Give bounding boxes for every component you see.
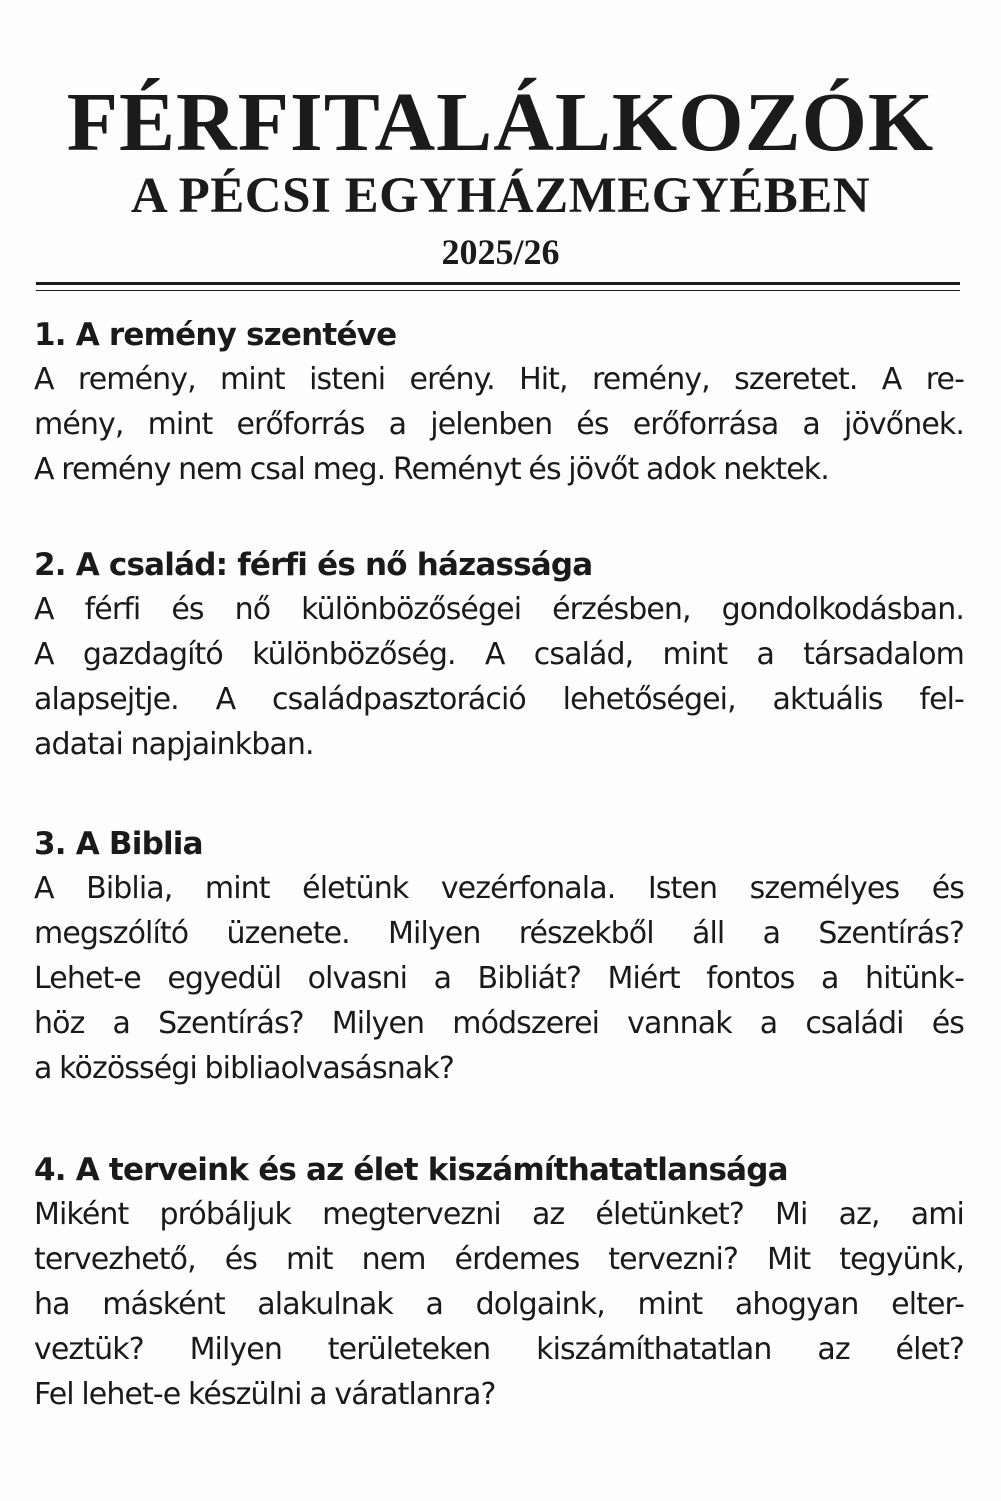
section-text-line: veztük? Milyen területeken kiszámíthatatlan az élet? <box>34 1332 964 1367</box>
section-3 <box>34 822 964 1091</box>
section-heading: 1. A remény szentéve <box>34 317 397 353</box>
section-text-line: höz a Szentírás? Milyen módszerei vannak a családi és <box>34 1006 964 1041</box>
section-text-line: Miként próbáljuk megtervezni az életünket? Mi az, ami <box>34 1197 964 1232</box>
section-heading: 3. A Biblia <box>34 826 203 862</box>
section-heading: 2. A család: férfi és nő házassága <box>34 547 593 583</box>
section-text-line: mény, mint erőforrás a jelenben és erőforrása a jövőnek. <box>34 407 964 442</box>
section-text-line: Fel lehet-e készülni a váratlanra? <box>34 1377 496 1412</box>
section-text-line: A férfi és nő különbözőségei érzésben, gondolkodásban. <box>34 592 964 627</box>
header-divider-thin <box>36 290 960 291</box>
section-2 <box>34 543 964 767</box>
section-4 <box>34 1148 964 1417</box>
section-text-line: A Biblia, mint életünk vezérfonala. Isten személyes és <box>34 871 964 906</box>
section-heading: 4. A terveink és az élet kiszámíthatatlansága <box>34 1152 788 1188</box>
section-text-line: tervezhető, és mit nem érdemes tervezni? Mit tegyünk, <box>34 1242 964 1277</box>
section-1 <box>34 313 964 492</box>
section-text-line: Lehet-e egyedül olvasni a Bibliát? Miért fontos a hitünk- <box>34 961 964 996</box>
section-text-line: adatai napjainkban. <box>34 727 314 762</box>
section-text-line: alapsejtje. A családpasztoráció lehetőségei, aktuális fel- <box>34 682 964 717</box>
page-title: FÉRFITALÁLKOZÓK <box>66 76 935 169</box>
section-text-line: a közösségi bibliaolvasásnak? <box>34 1051 454 1086</box>
section-text-line: A gazdagító különbözőség. A család, mint a társadalom <box>34 637 964 672</box>
header-divider-thick <box>36 282 960 285</box>
section-text-line: megszólító üzenete. Milyen részekből áll a Szentírás? <box>34 916 964 951</box>
page-subtitle: A PÉCSI EGYHÁZMEGYÉBEN <box>130 168 871 224</box>
section-text-line: A remény nem csal meg. Reményt és jövőt adok nektek. <box>34 452 829 487</box>
section-text-line: A remény, mint isteni erény. Hit, remény, szeretet. A re- <box>34 362 964 397</box>
page-year: 2025/26 <box>441 232 560 272</box>
section-text-line: ha másként alakulnak a dolgaink, mint ahogyan elter- <box>34 1287 964 1322</box>
